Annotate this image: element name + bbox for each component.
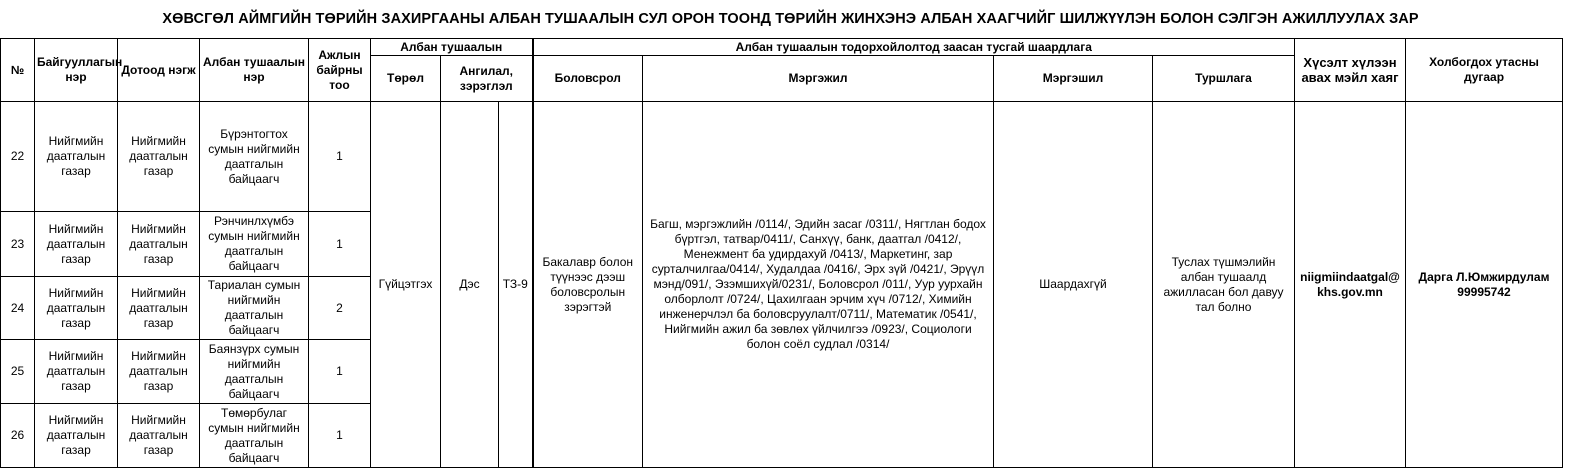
row-no: 25	[1, 340, 35, 404]
header-position: Албан тушаалын нэр	[200, 39, 309, 102]
header-org: Байгууллагын нэр	[35, 39, 118, 102]
row-count: 1	[309, 340, 371, 404]
header-education: Боловсрол	[533, 56, 643, 102]
table-row	[1, 102, 1563, 212]
row-count: 2	[309, 277, 371, 340]
row-unit: Нийгмийн даатгалын газар	[118, 340, 200, 404]
shared-profession: Багш, мэргэжлийн /0114/, Эдийн засаг /0311/, Нягтлан бодох бүртгэл, татвар/0411/, Санхүү, банк, даатгал /0412/, Менежмент ба удирдахуй /0413/, Маркетинг, зар сурталчилгаа/0414/, Худалдаа /0416/, Эрх зүй /0421/, Эрүүл мэнд/091/, Эзэмшихүй/0231/, Боловсрол /011/, Уур уурхайн олборлолт /0724/, Цахилгаан эрчим хүч /0712/, Химийн инженерчлэл ба боловсруулалт/0711/, Математик /0541/, Нийгмийн ажил ба зөвлөх үйлчилгээ /0923/, Социологи болон соёл судлал /0314/	[643, 102, 994, 468]
row-no: 22	[1, 102, 35, 212]
shared-phone: Дарга Л.Юмжирдулам 99995742	[1406, 102, 1563, 468]
row-position: Рэнчинлхүмбэ сумын нийгмийн даатгалын байцаагч	[200, 212, 309, 277]
shared-category: Дэс	[441, 102, 499, 468]
header-position-group: Албан тушаалын	[371, 39, 533, 56]
row-unit: Нийгмийн даатгалын газар	[118, 277, 200, 340]
row-position: Бүрэнтогтох сумын нийгмийн даатгалын байцаагч	[200, 102, 309, 212]
header-email: Хүсэлт хүлээн авах мэйл хаяг	[1295, 39, 1406, 102]
row-position: Тариалан сумын нийгмийн даатгалын байцаагч	[200, 277, 309, 340]
header-experience: Туршлага	[1153, 56, 1295, 102]
row-count: 1	[309, 212, 371, 277]
row-org: Нийгмийн даатгалын газар	[35, 212, 118, 277]
header-skill: Мэргэшил	[994, 56, 1153, 102]
row-unit: Нийгмийн даатгалын газар	[118, 404, 200, 468]
shared-education: Бакалавр болон түүнээс дээш боловсролын зэрэгтэй	[533, 102, 643, 468]
row-no: 26	[1, 404, 35, 468]
shared-experience: Туслах түшмэлийн албан тушаалд ажилласан бол давуу тал болно	[1153, 102, 1295, 468]
header-type: Төрөл	[371, 56, 441, 102]
row-unit: Нийгмийн даатгалын газар	[118, 212, 200, 277]
row-unit: Нийгмийн даатгалын газар	[118, 102, 200, 212]
header-row-1	[1, 39, 1563, 56]
header-requirements-group: Албан тушаалын тодорхойлолтод заасан тусгай шаардлага	[533, 39, 1295, 56]
row-org: Нийгмийн даатгалын газар	[35, 102, 118, 212]
header-phone: Холбогдох утасны дугаар	[1406, 39, 1563, 102]
row-count: 1	[309, 404, 371, 468]
page-title: ХӨВСГӨЛ АЙМГИЙН ТӨРИЙН ЗАХИРГААНЫ АЛБАН ТУШААЛЫН СУЛ ОРОН ТООНД ТӨРИЙН ЖИНХЭНЭ АЛБАН ХААГЧИЙГ ШИЛЖҮҮЛЭН БОЛОН СЭЛГЭН АЖИЛЛУУЛАХ ЗАР	[162, 11, 1419, 27]
shared-skill: Шаардахгүй	[994, 102, 1153, 468]
row-org: Нийгмийн даатгалын газар	[35, 404, 118, 468]
shared-email[interactable]: niigmiindaatgal@khs.gov.mn	[1295, 102, 1406, 468]
header-no: №	[1, 39, 35, 102]
row-no: 24	[1, 277, 35, 340]
row-count: 1	[309, 102, 371, 212]
row-position: Баянзүрх сумын нийгмийн даатгалын байцаагч	[200, 340, 309, 404]
row-position: Төмөрбулаг сумын нийгмийн даатгалын байцаагч	[200, 404, 309, 468]
header-profession: Мэргэжил	[643, 56, 994, 102]
row-org: Нийгмийн даатгалын газар	[35, 277, 118, 340]
shared-type: Гүйцэтгэх	[371, 102, 441, 468]
row-no: 23	[1, 212, 35, 277]
header-count: Ажлын байрны тоо	[309, 39, 371, 102]
header-unit: Дотоод нэгж	[118, 39, 200, 102]
shared-grade: ТЗ-9	[499, 102, 533, 468]
row-org: Нийгмийн даатгалын газар	[35, 340, 118, 404]
header-category: Ангилал, зэрэглэл	[441, 56, 533, 102]
vacancy-table	[0, 38, 1563, 468]
